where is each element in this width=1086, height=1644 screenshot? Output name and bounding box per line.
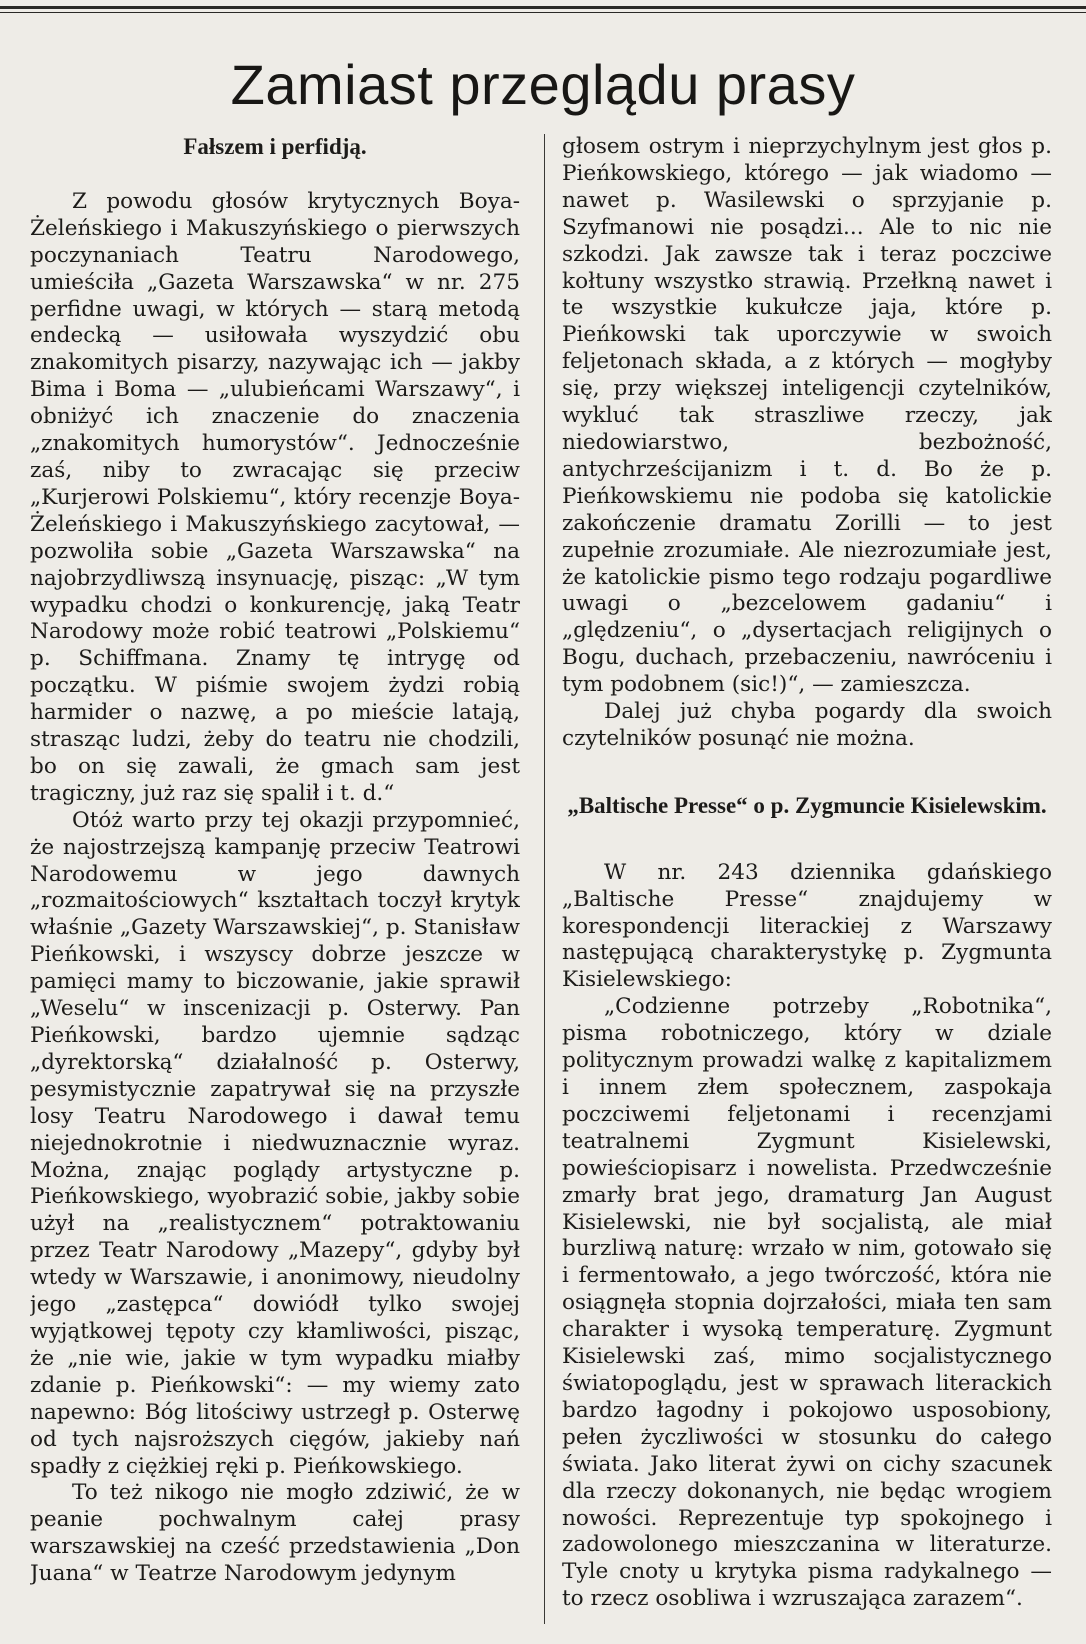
- article-paragraph: głosem ostrym i nieprzychylnym jest głos p. Pieńkowskiego, którego — jak wiadomo — nawet p. Wasilewski o sprzyjanie p. Szyfmanowi nie posądzi... Ale to nic nie szkodzi. Jak zawsze tak i teraz poczciwe kołtuny wszystko strawią. Przełkną nawet i te wszystkie kukułcze jaja, które p. Pieńkowski tak uporczywie w swoich feljetonach składa, a z których — mogłyby się, przy większej inteligencji czytelników, wykluć tak straszliwe rzeczy, jak niedowiarstwo, bezbożność, antychrześcijanizm i t. d. Bo że p. Pieńkowskiemu nie podoba się katolickie zakończenie dramatu Zorilli — to jest zupełnie zrozumiałe. Ale niezrozumiałe jest, że katolickie pismo tego rodzaju pogardliwe uwagi o „bezcelowem gadaniu“ i „ględzeniu“, o „dysertacjach religijnych o Bogu, duchach, przebaczeniu, nawróceniu i tym podobnem (sic!)“, — zamieszcza.: [562, 134, 1052, 698]
- quoted-paragraph: „Codzienne potrzeby „Robotnika“, pisma robotniczego, który w dziale politycznym prowadzi walkę z kapitalizmem i innem złem społecznem, zaspokaja poczciwemi feljetonami i recenzjami teatralnemi Zygmunt Kisielewski, powieściopisarz i nowelista. Przedwcześnie zmarły brat jego, dramaturg Jan August Kisielewski, nie był socjalistą, ale miał burzliwą naturę: wrzało w nim, gotowało się i fermentowało, a jego twórczość, która nie osiągnęła stopnia dojrzałości, miała ten sam charakter i wysoką temperaturę. Zygmunt Kisielewski zaś, mimo socjalistycznego światopoglądu, jest w sprawach literackich bardzo łagodny i pokojowo usposobiony, pełen życzliwości w stosunku do całego świata. Jako literat żywi on cichy szacunek dla rzeczy dokonanych, nie będąc wrogiem nowości. Reprezentuje typ spokojnego i zadowolonego mieszczanina w literaturze. Tyle cnoty u krytyka pisma radykalnego — to rzecz osobliwa i wzruszająca zarazem“.: [562, 994, 1052, 1612]
- section-heading-baltische-presse: „Baltische Presse“ o p. Zygmuncie Kisielewskim.: [567, 792, 1047, 818]
- column-divider: [544, 134, 545, 1624]
- article-paragraph: Z powodu głosów krytycznych Boya-Żeleńskiego i Makuszyńskiego o pierwszych poczynaniach Teatru Narodowego, umieściła „Gazeta Warszawska“ w nr. 275 perfidne uwagi, w których — starą metodą endecką — usiłowała wyszydzić obu znakomitych pisarzy, nazywając ich — jakby Bima i Boma — „ulubieńcami Warszawy“, i obniżyć ich znaczenie do znaczenia „znakomitych humorystów“. Jednocześnie zaś, niby to zwracając się przeciw „Kurjerowi Polskiemu“, który recenzje Boya-Żeleńskiego i Makuszyńskiego zacytował, — pozwoliła sobie „Gazeta Warszawska“ na najobrzydliwszą insynuację, pisząc: „W tym wypadku chodzi o konkurencję, jaką Teatr Narodowy może robić teatrowi „Polskiemu“ p. Schiffmana. Znamy tę intrygę od początku. W piśmie swojem żydzi robią harmider o nazwę, a po mieście latają, strasząc ludzi, żeby do teatru nie chodzili, bo on się zawali, że gmach sam jest tragiczny, już raz się spalił i t. d.“: [30, 188, 520, 806]
- article-paragraph: Otóż warto przy tej okazji przypomnieć, że najostrzejszą kampanję przeciw Teatrowi Narodowemu w jego dawnych „rozmaitościowych“ kształtach toczył krytyk właśnie „Gazety Warszawskiej“, p. Stanisław Pieńkowski, i wszyscy dobrze jeszcze w pamięci mamy to biczowanie, jakie sprawił „Weselu“ w inscenizacji p. Osterwy. Pan Pieńkowski, bardzo ujemnie sądząc „dyrektorską“ działalność p. Osterwy, pesymistycznie zapatrywał się na przyszłe losy Teatru Narodowego i dawał temu niejednokrotnie i niedwuznacznie wyraz. Można, znając poglądy artystyczne p. Pieńkowskiego, wyobrazić sobie, jakby sobie użył na „realistycznem“ potraktowaniu przez Teatr Narodowy „Mazepy“, gdyby był wtedy w Warszawie, i anonimowy, nieudolny jego „zastępca“ dowiódł tylko swojej wyjątkowej tępoty czy kłamliwości, pisząc, że „nie wie, jakie w tym wypadku miałby zdanie p. Pieńkowski“: — my wiemy zato napewno: Bóg litościwy ustrzegł p. Osterwę od tych najsroższych cięgów, jakieby nań spadły z ciężkiej ręki p. Pieńkowskiego.: [30, 807, 520, 1479]
- left-column: [30, 134, 520, 1624]
- section-heading-falszem: Fałszem i perfidją.: [183, 134, 367, 159]
- right-column: [562, 134, 1052, 1624]
- article-paragraph: To też nikogo nie mogło zdziwić, że w peanie pochwalnym całej prasy warszawskiej na cześć przedstawienia „Don Juana“ w Teatrze Narodowym jedynym: [30, 1480, 520, 1587]
- article-paragraph: Dalej już chyba pogardy dla swoich czytelników posunąć nie można.: [562, 699, 1052, 751]
- top-rule: [0, 6, 1086, 13]
- page-title: Zamiast przeglądu prasy: [230, 53, 856, 116]
- article-paragraph: W nr. 243 dziennika gdańskiego „Baltische Presse“ znajdujemy w korespondencji literackiej z Warszawy następującą charakterystykę p. Zygmunta Kisielewskiego:: [562, 859, 1052, 993]
